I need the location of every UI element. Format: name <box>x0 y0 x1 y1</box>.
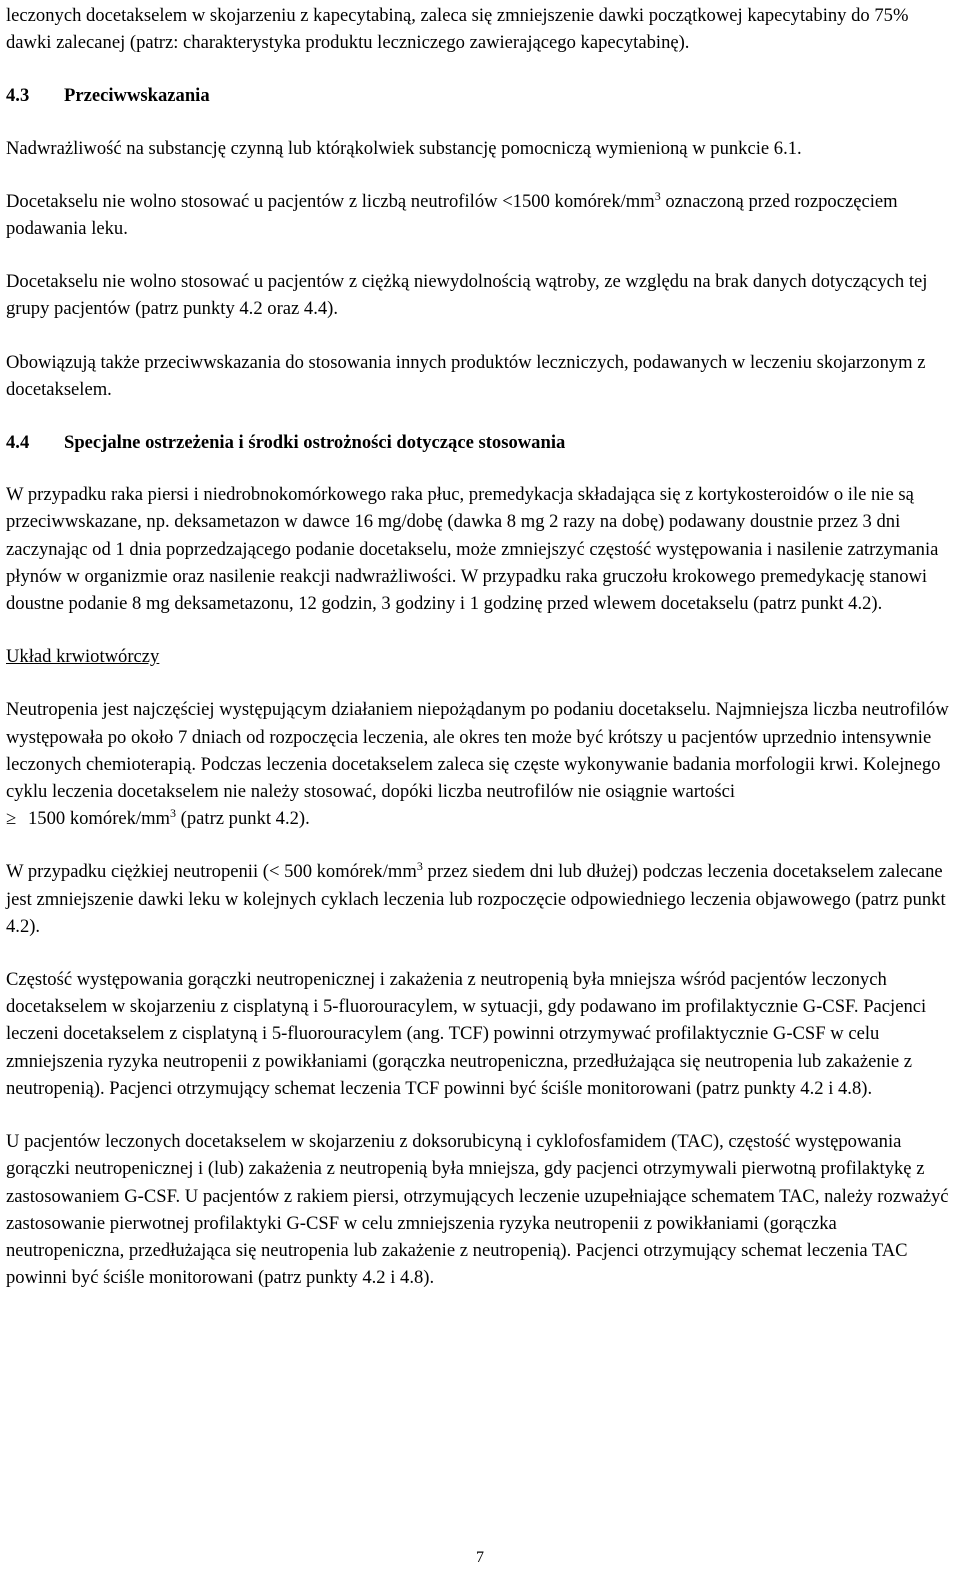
subsection-title-hematopoietic: Układ krwiotwórczy <box>6 646 160 668</box>
text-run: W przypadku ciężkiej neutropenii (< 500 komórek/mm <box>6 861 417 883</box>
greater-equal-symbol: ≥ <box>6 808 17 830</box>
paragraph-tcf-gcsf: Częstość występowania gorączki neutropenicznej i zakażenia z neutropenią była mniejsza wśród pacjentów leczonych docetakselem w skojarzeniu z cisplatyną i 5-fluorouracylem, w sytuacji, gdy podawano im profilaktycznie G-CSF. Pacjenci leczeni docetakselem z cisplatyną i 5-fluorouracylem (ang. TCF) powinni otrzymywać profilaktycznie G-CSF w celu zmniejszenia ryzyka neutropenii z powikłaniami (gorączka neutropeniczna, przedłużająca się neutropenia lub zakażenie z neutropenią). Pacjenci otrzymujący schemat leczenia TCF powinni być ściśle monitorowani (patrz punkty 4.2 i 4.8). <box>6 969 927 1099</box>
text-run: Neutropenia jest najczęściej występującym działaniem niepożądanym po podaniu docetakselu. Najmniejsza liczba neutrofilów występowała po około 7 dniach od rozpoczęcia leczenia, ale okres ten może być krótszy u pacjentów uprzednio intensywnie leczonych chemioterapią. Podczas leczenia docetakselem zaleca się częste wykonywanie badania morfologii krwi. Kolejnego cyklu leczenia docetakselem nie należy stosować, dopóki liczba neutrofilów nie osiągnie wartości <box>6 699 949 803</box>
section-number: 4.4 <box>6 432 30 454</box>
paragraph-hepatic-impairment: Docetakselu nie wolno stosować u pacjentów z ciężką niewydolnością wątroby, ze względu na brak danych dotyczących tej grupy pacjentów (patrz punkty 4.2 oraz 4.4). <box>6 271 928 320</box>
paragraph-neutropenia <box>6 696 954 832</box>
text-run: Docetakselu nie wolno stosować u pacjentów z liczbą neutrofilów <1500 komórek/mm <box>6 190 655 212</box>
text-run: przez siedem dni lub dłużej) podczas leczenia docetakselem zalecane jest zmniejszenie dawki leku w kolejnych cyklach leczenia lub rozpoczęcie odpowiedniego leczenia objawowego (patrz punkt 4.2). <box>6 861 946 937</box>
paragraph-hypersensitivity: Nadwrażliwość na substancję czynną lub którąkolwiek substancję pomocniczą wymienioną w punkcie 6.1. <box>6 137 802 159</box>
paragraph-severe-neutropenia <box>6 858 954 940</box>
text-run: (patrz punkt 4.2). <box>176 808 310 830</box>
section-number: 4.3 <box>6 85 30 107</box>
text-run: 1500 komórek/mm <box>28 808 171 830</box>
page-number: 7 <box>476 1549 484 1566</box>
paragraph-combination-contraindications: Obowiązują także przeciwwskazania do stosowania innych produktów leczniczych, podawanych w leczeniu skojarzonym z docetakselem. <box>6 351 926 400</box>
superscript: 3 <box>654 188 661 203</box>
paragraph-tac-gcsf: U pacjentów leczonych docetakselem w skojarzeniu z doksorubicyną i cyklofosfamidem (TAC), częstość występowania gorączki neutropenicznej i (lub) zakażenia z neutropenią była mniejsza, gdy pacjenci otrzymywali pierwotną profilaktykę z zastosowaniem G-CSF. U pacjentów z rakiem piersi, otrzymujących leczenie uzupełniające schematem TAC, należy rozważyć zastosowanie pierwotnej profilaktyki G-CSF w celu zmniejszenia ryzyka neutropenii z powikłaniami (gorączka neutropeniczna, przedłużająca się neutropenia lub zakażenie z neutropenią). Pacjenci otrzymujący schemat leczenia TAC powinni być ściśle monitorowani (patrz punkty 4.2 i 4.8). <box>6 1131 949 1289</box>
section-title: Przeciwwskazania <box>64 85 210 107</box>
paragraph-neutrophil-contraindication <box>6 188 954 242</box>
paragraph-premedication: W przypadku raka piersi i niedrobnokomórkowego raka płuc, premedykacja składająca się z kortykosteroidów o ile nie są przeciwwskazane, np. deksametazon w dawce 16 mg/dobę (dawka 8 mg 2 razy na dobę) podawany doustnie przez 3 dni zaczynając od 1 dnia poprzedzającego podanie docetakselu, może zmniejszyć częstość występowania i nasilenie zatrzymania płynów w organizmie oraz nasilenie reakcji nadwrażliwości. W przypadku raka gruczołu krokowego premedykację stanowi doustne podanie 8 mg deksametazonu, 12 godzin, 3 godziny i 1 godzinę przed wlewem docetakselu (patrz punkt 4.2). <box>6 484 939 615</box>
section-heading-4-4 <box>6 429 954 456</box>
section-heading-4-3 <box>6 82 954 109</box>
document-page <box>6 2 954 1317</box>
paragraph-capecitabine-dose: leczonych docetakselem w skojarzeniu z kapecytabiną, zaleca się zmniejszenie dawki początkowej kapecytabiny do 75% dawki zalecanej (patrz: charakterystyka produktu leczniczego zawierającego kapecytabinę). <box>6 5 909 54</box>
superscript: 3 <box>416 859 423 874</box>
superscript: 3 <box>170 806 177 821</box>
section-title: Specjalne ostrzeżenia i środki ostrożności dotyczące stosowania <box>64 432 566 454</box>
text-run: oznaczoną przed rozpoczęciem podawania leku. <box>6 190 898 240</box>
